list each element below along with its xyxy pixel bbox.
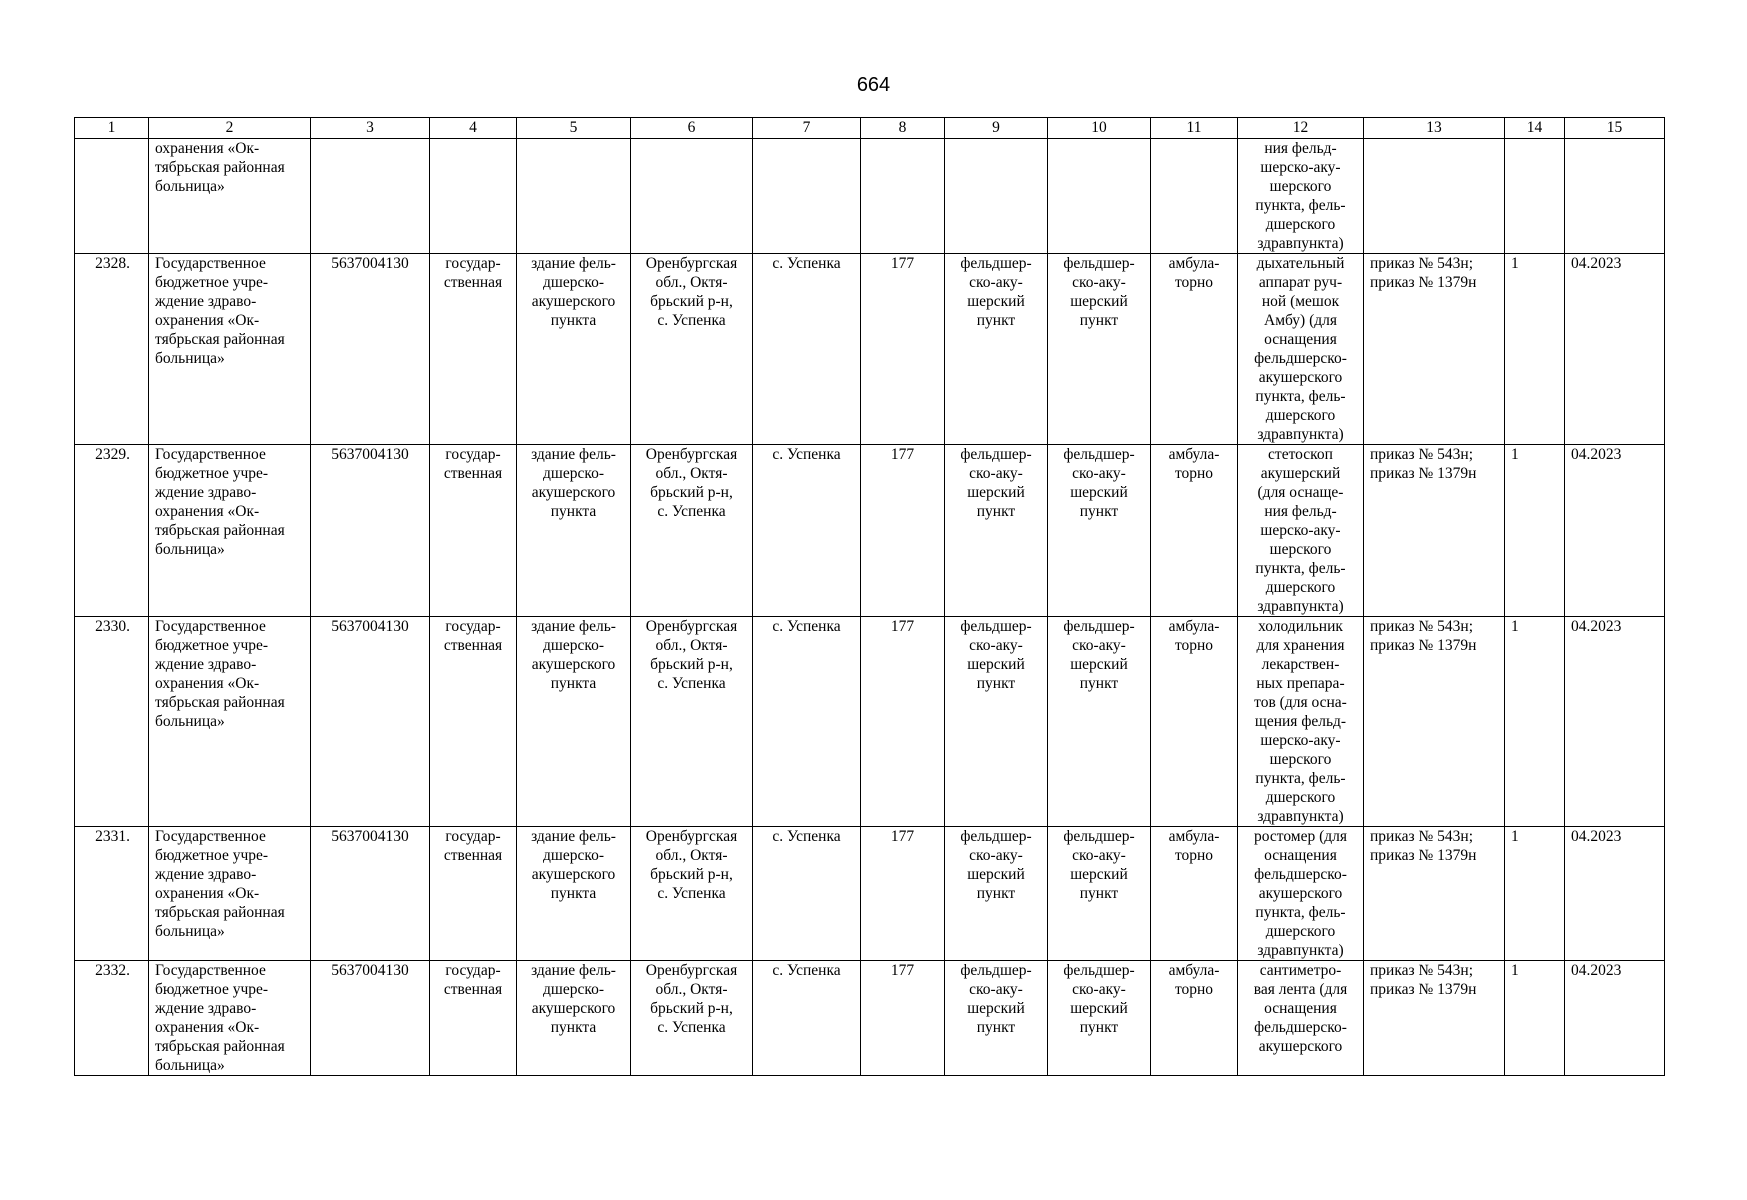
cell-address: Оренбургская обл., Октя- брьский р-н, с. Успенка [631, 961, 753, 1076]
column-header: 13 [1364, 118, 1505, 139]
register-table [74, 117, 1665, 1076]
cell-row-number: 2328. [75, 254, 149, 445]
table-row [75, 445, 1665, 617]
cell-inn: 5637004130 [311, 445, 430, 617]
cell-date: 04.2023 [1565, 961, 1665, 1076]
cell-empty [861, 139, 945, 254]
cell-equipment: сантиметро- вая лента (для оснащения фельдшерско- акушерского [1238, 961, 1364, 1076]
cell-empty [1505, 139, 1565, 254]
table-row [75, 254, 1665, 445]
cell-empty [1364, 139, 1505, 254]
cell-date: 04.2023 [1565, 827, 1665, 961]
cell-empty [753, 139, 861, 254]
column-header: 12 [1238, 118, 1364, 139]
cell-ownership: государ- ственная [430, 961, 517, 1076]
cell-empty [430, 139, 517, 254]
cell-empty [1565, 139, 1665, 254]
cell-orders: приказ № 543н; приказ № 1379н [1364, 961, 1505, 1076]
column-header: 6 [631, 118, 753, 139]
cell-care-mode: амбула- торно [1151, 617, 1238, 827]
cell-orders: приказ № 543н; приказ № 1379н [1364, 617, 1505, 827]
cell-building: здание фель- дшерско- акушерского пункта [517, 961, 631, 1076]
cell-facility-type: фельдшер- ско-аку- шерский пункт [945, 254, 1048, 445]
cell-empty [517, 139, 631, 254]
cell-code: 177 [861, 617, 945, 827]
cell-building: здание фель- дшерско- акушерского пункта [517, 445, 631, 617]
cell-care-mode: амбула- торно [1151, 827, 1238, 961]
cell-code: 177 [861, 254, 945, 445]
cell-orders: приказ № 543н; приказ № 1379н [1364, 445, 1505, 617]
cell-ownership: государ- ственная [430, 445, 517, 617]
column-header: 7 [753, 118, 861, 139]
cell-orders: приказ № 543н; приказ № 1379н [1364, 827, 1505, 961]
cell-address: Оренбургская обл., Октя- брьский р-н, с. Успенка [631, 445, 753, 617]
column-header: 3 [311, 118, 430, 139]
cell-facility-type: фельдшер- ско-аку- шерский пункт [1048, 827, 1151, 961]
cell-facility-type: фельдшер- ско-аку- шерский пункт [945, 445, 1048, 617]
cell-organization: Государственное бюджетное учре- ждение здраво- охранения «Ок- тябрьская районная больница» [149, 445, 311, 617]
cell-date: 04.2023 [1565, 445, 1665, 617]
cell-address: Оренбургская обл., Октя- брьский р-н, с. Успенка [631, 254, 753, 445]
cell-row-number: 2329. [75, 445, 149, 617]
cell-quantity: 1 [1505, 445, 1565, 617]
cell-equipment: дыхательный аппарат руч- ной (мешок Амбу) (для оснащения фельдшерско- акушерского пункта, фель- дшерского здравпункта) [1238, 254, 1364, 445]
cell-quantity: 1 [1505, 254, 1565, 445]
cell-code: 177 [861, 827, 945, 961]
cell-facility-type: фельдшер- ско-аку- шерский пункт [1048, 961, 1151, 1076]
cell-quantity: 1 [1505, 961, 1565, 1076]
cell-care-mode: амбула- торно [1151, 445, 1238, 617]
cell-inn: 5637004130 [311, 827, 430, 961]
cell-settlement: с. Успенка [753, 827, 861, 961]
column-header: 9 [945, 118, 1048, 139]
cell-facility-type: фельдшер- ско-аку- шерский пункт [1048, 254, 1151, 445]
cell-organization: Государственное бюджетное учре- ждение здраво- охранения «Ок- тябрьская районная больница» [149, 254, 311, 445]
cell-ownership: государ- ственная [430, 827, 517, 961]
cell-facility-type: фельдшер- ско-аку- шерский пункт [945, 827, 1048, 961]
cell-organization: Государственное бюджетное учре- ждение здраво- охранения «Ок- тябрьская районная больница» [149, 827, 311, 961]
cell-quantity: 1 [1505, 617, 1565, 827]
cell-empty [945, 139, 1048, 254]
column-header: 4 [430, 118, 517, 139]
cell-code: 177 [861, 961, 945, 1076]
cell-settlement: с. Успенка [753, 445, 861, 617]
cell-equipment: ростомер (для оснащения фельдшерско- акушерского пункта, фель- дшерского здравпункта) [1238, 827, 1364, 961]
cell-settlement: с. Успенка [753, 254, 861, 445]
cell-care-mode: амбула- торно [1151, 254, 1238, 445]
column-header: 5 [517, 118, 631, 139]
cell-empty [1048, 139, 1151, 254]
table-row [75, 617, 1665, 827]
column-number-row [75, 118, 1665, 139]
cell-ownership: государ- ственная [430, 254, 517, 445]
cell-care-mode: амбула- торно [1151, 961, 1238, 1076]
table-row [75, 827, 1665, 961]
cell-equipment: ния фельд- шерско-аку- шерского пункта, фель- дшерского здравпункта) [1238, 139, 1364, 254]
cell-building: здание фель- дшерско- акушерского пункта [517, 254, 631, 445]
cell-settlement: с. Успенка [753, 617, 861, 827]
table-row [75, 961, 1665, 1076]
cell-row-number: 2331. [75, 827, 149, 961]
cell-organization: охранения «Ок- тябрьская районная больница» [149, 139, 311, 254]
cell-quantity: 1 [1505, 827, 1565, 961]
cell-inn: 5637004130 [311, 254, 430, 445]
column-header: 8 [861, 118, 945, 139]
cell-row-number: 2330. [75, 617, 149, 827]
cell-organization: Государственное бюджетное учре- ждение здраво- охранения «Ок- тябрьская районная больница» [149, 961, 311, 1076]
cell-empty [75, 139, 149, 254]
column-header: 10 [1048, 118, 1151, 139]
cell-equipment: холодильник для хранения лекарствен- ных препара- тов (для осна- щения фельд- шерско-аку- шерского пункта, фель- дшерского здравпункта) [1238, 617, 1364, 827]
column-header: 2 [149, 118, 311, 139]
cell-facility-type: фельдшер- ско-аку- шерский пункт [945, 961, 1048, 1076]
cell-row-number: 2332. [75, 961, 149, 1076]
cell-building: здание фель- дшерско- акушерского пункта [517, 617, 631, 827]
cell-inn: 5637004130 [311, 961, 430, 1076]
cell-empty [311, 139, 430, 254]
column-header: 14 [1505, 118, 1565, 139]
cell-address: Оренбургская обл., Октя- брьский р-н, с. Успенка [631, 617, 753, 827]
cell-facility-type: фельдшер- ско-аку- шерский пункт [1048, 445, 1151, 617]
cell-settlement: с. Успенка [753, 961, 861, 1076]
column-header: 1 [75, 118, 149, 139]
cell-building: здание фель- дшерско- акушерского пункта [517, 827, 631, 961]
cell-facility-type: фельдшер- ско-аку- шерский пункт [1048, 617, 1151, 827]
cell-code: 177 [861, 445, 945, 617]
cell-address: Оренбургская обл., Октя- брьский р-н, с. Успенка [631, 827, 753, 961]
continuation-row [75, 139, 1665, 254]
cell-date: 04.2023 [1565, 617, 1665, 827]
column-header: 11 [1151, 118, 1238, 139]
cell-orders: приказ № 543н; приказ № 1379н [1364, 254, 1505, 445]
cell-empty [1151, 139, 1238, 254]
cell-facility-type: фельдшер- ско-аку- шерский пункт [945, 617, 1048, 827]
cell-organization: Государственное бюджетное учре- ждение здраво- охранения «Ок- тябрьская районная больница» [149, 617, 311, 827]
page-number: 664 [856, 74, 891, 96]
column-header: 15 [1565, 118, 1665, 139]
cell-ownership: государ- ственная [430, 617, 517, 827]
cell-equipment: стетоскоп акушерский (для оснаще- ния фельд- шерско-аку- шерского пункта, фель- дшерского здравпункта) [1238, 445, 1364, 617]
cell-empty [631, 139, 753, 254]
cell-inn: 5637004130 [311, 617, 430, 827]
cell-date: 04.2023 [1565, 254, 1665, 445]
